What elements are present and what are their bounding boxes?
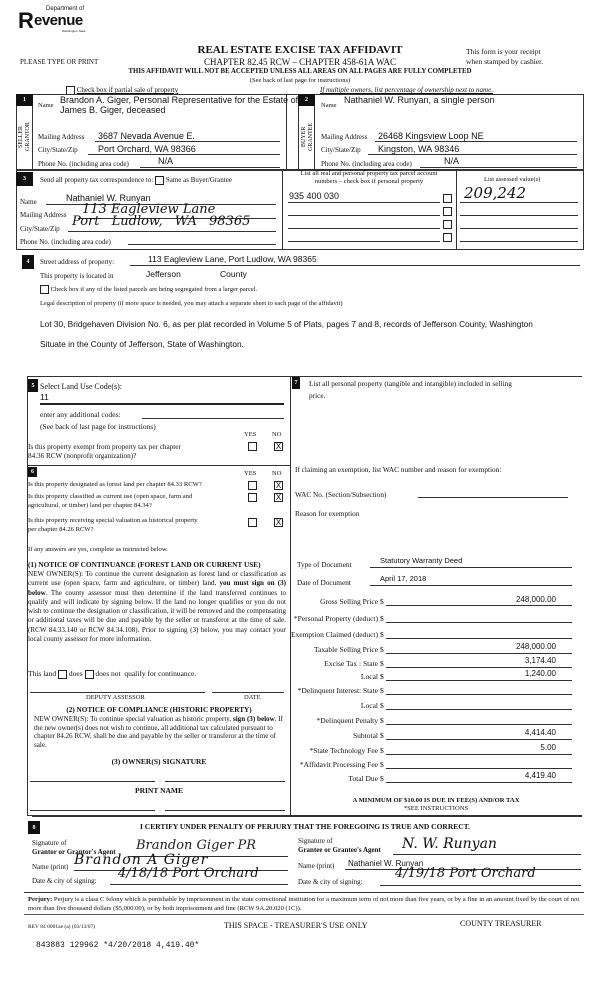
- acceptance-warning: THIS AFFIDAVIT WILL NOT BE ACCEPTED UNLESS ALL AREAS ON ALL PAGES ARE FULLY COMPLETED: [128, 68, 472, 75]
- assessed-line-1: [460, 202, 578, 203]
- forest-no-checkbox[interactable]: X: [275, 481, 282, 490]
- deputy-assessor-line: [30, 692, 205, 693]
- corr-city-line: [68, 231, 276, 232]
- section-5-yes-header: YES: [244, 431, 257, 438]
- section-1-number: 1: [16, 94, 33, 106]
- document-date-line: [370, 585, 572, 586]
- wac-number-label: WAC No. (Section/Subsection): [295, 490, 387, 499]
- dollar-sign: $: [380, 731, 384, 740]
- calc-line: [386, 739, 572, 740]
- form-title: REAL ESTATE EXCISE TAX AFFIDAVIT: [197, 44, 403, 56]
- see-instructions-note: *SEE INSTRUCTIONS: [403, 805, 469, 812]
- buyer-city-line: [368, 154, 577, 155]
- parcel-line-3: [288, 228, 440, 229]
- seller-label: SELLER: [18, 126, 24, 148]
- corr-city-value[interactable]: Port Ludlow, WA 98365: [72, 214, 251, 229]
- calc-line: [386, 622, 572, 623]
- perjury-certification: I CERTIFY UNDER PENALTY OF PERJURY THAT THE FOREGOING IS TRUE AND CORRECT.: [139, 822, 470, 831]
- footer-bottom-rule: [24, 914, 584, 915]
- section-8-top-border: [32, 816, 582, 817]
- dollar-sign: $: [380, 746, 384, 755]
- buyer-phone-value[interactable]: N/A: [444, 156, 460, 166]
- buyer-mailing-value[interactable]: 26468 Kingsview Loop NE: [378, 131, 484, 141]
- please-type: PLEASE TYPE OR PRINT: [20, 58, 99, 66]
- dollar-sign: $: [380, 659, 384, 668]
- land-use-line: [40, 403, 284, 405]
- grantor-date-city[interactable]: 4/18/18 Port Orchard: [118, 866, 259, 881]
- dor-logo: [18, 6, 88, 33]
- street-address-value[interactable]: 113 Eagleview Lane, Port Ludlow, WA 98365: [148, 254, 317, 264]
- owner-signature-line-1: [30, 781, 155, 782]
- buyer-sidebar: [298, 106, 315, 170]
- grantee-date-city-line: [380, 885, 581, 886]
- section-3-divider-1: [282, 170, 283, 250]
- corr-name-value[interactable]: Nathaniel W. Runyan: [66, 193, 151, 203]
- seller-mailing-label: Mailing Address: [38, 133, 85, 141]
- personal-property-label-1: List all personal property (tangible and intangible) included in selling: [309, 379, 512, 388]
- current-use-question-1: Is this property classified as current use (open space, farm and: [28, 493, 193, 500]
- forest-yes-checkbox[interactable]: [248, 481, 257, 490]
- exempt-question-2: 84.36 RCW (nonprofit organization)?: [28, 452, 137, 460]
- see-back-note: (See back of last page for instructions): [249, 77, 351, 84]
- assessed-header: List assessed value(s): [484, 176, 541, 183]
- dollar-sign: $: [380, 716, 384, 725]
- document-date-value[interactable]: April 17, 2018: [380, 574, 427, 583]
- total-due-value[interactable]: 4,419.40: [524, 771, 556, 780]
- parcel-line-2: [288, 215, 440, 216]
- calc-value[interactable]: 3,174.40: [524, 656, 556, 665]
- owner-signature-line-2: [165, 781, 285, 782]
- calc-line: [386, 653, 572, 654]
- buyer-mailing-label: Mailing Address: [321, 133, 368, 141]
- seller-mailing-line: [95, 141, 280, 142]
- seller-city-label: City/State/Zip: [38, 146, 78, 154]
- continuance-row: This land does does not qualify for continuance.: [28, 669, 197, 678]
- parcel-3-personal-checkbox[interactable]: [443, 220, 452, 229]
- calc-label: *Affidavit Processing Fee: [299, 760, 378, 769]
- seller-mailing-value[interactable]: 3687 Nevada Avenue E.: [98, 131, 195, 141]
- seller-phone-value[interactable]: N/A: [158, 156, 174, 166]
- section-5-7-divider: [290, 376, 291, 816]
- logo-sub: Washington State: [62, 29, 86, 33]
- grantee-print-name[interactable]: Nathaniel W. Runyan: [348, 859, 424, 868]
- street-address-label: Street address of property:: [40, 258, 115, 266]
- corr-city-label: City/State/Zip: [20, 225, 60, 233]
- assessed-line-4: [460, 241, 578, 242]
- send-correspondence-label: Send all property tax correspondence to: Same as Buyer/Grantee: [40, 176, 232, 185]
- current-use-question-2: agricultural, or timber) land per chapter 84.34?: [28, 502, 152, 509]
- document-date-label: Date of Document: [297, 578, 351, 587]
- grantor-signature-label-2: Grantor or Grantor's Agent: [32, 848, 116, 856]
- logo-top: Department of: [46, 6, 85, 12]
- print-name-line-2: [165, 810, 285, 811]
- calc-line: [386, 605, 572, 606]
- grantor-label: GRANTOR: [25, 122, 31, 152]
- buyer-city-value[interactable]: Kingston, WA 98346: [378, 144, 460, 154]
- dollar-sign: $: [380, 686, 384, 695]
- grantor-print-name-label: Name (print): [32, 863, 69, 871]
- buyer-name-label: Name: [321, 102, 337, 109]
- grantee-date-city[interactable]: 4/19/18 Port Orchard: [395, 866, 536, 881]
- grantee-label: GRANTEE: [308, 123, 314, 151]
- calc-line: [386, 709, 572, 710]
- buyer-city-label: City/State/Zip: [321, 146, 361, 154]
- same-as-buyer-checkbox[interactable]: [155, 176, 164, 185]
- parcel-4-personal-checkbox[interactable]: [443, 233, 452, 242]
- calc-line: [386, 782, 572, 783]
- form-subtitle: CHAPTER 82.45 RCW – CHAPTER 458-61A WAC: [204, 57, 396, 67]
- historic-no-checkbox[interactable]: X: [275, 518, 282, 527]
- legal-description-line-2[interactable]: Situate in the County of Jefferson, State of Washington.: [40, 339, 244, 349]
- section-3-number: 3: [16, 172, 33, 186]
- section-6-yes-header: YES: [244, 470, 257, 477]
- assessor-date-label: DATE: [244, 694, 261, 701]
- section-5-no-header: NO: [272, 431, 282, 438]
- multiple-owners-note: If multiple owners, list percentage of ownership next to name.: [320, 86, 493, 94]
- exemption-reason-label: Reason for exemption: [295, 509, 360, 518]
- buyer-phone-line: [420, 167, 577, 168]
- dollar-sign: $: [380, 701, 384, 710]
- seller-name-line-2[interactable]: James B. Giger, deceased: [60, 105, 166, 115]
- qualifies-does-checkbox[interactable]: [58, 670, 67, 679]
- located-in-label: This property is located in: [40, 272, 114, 280]
- exempt-question-1: Is this property exempt from property tax per chapter: [28, 443, 181, 451]
- perjury-notice: Perjury: Perjury is a class C felony which is punishable by imprisonment in the state correctional institution for a maximum term of not more than five years, or by a fine in an amount fixed by the court of not more than five thousand dollars ($5,000.00), or by both imprisonment and fine (RCW 9A.20.020 (1C)).: [28, 896, 580, 912]
- calc-line: [386, 724, 572, 725]
- document-type-value[interactable]: Statutory Warranty Deed: [380, 556, 463, 565]
- corr-name-label: Name: [20, 198, 37, 206]
- print-name-line-1: [30, 810, 155, 811]
- additional-codes-line: [142, 418, 284, 419]
- legal-description-line-1[interactable]: Lot 30, Bridgehaven Division No. 6, as per plat recorded in Volume 5 of Plats, pages 7 and 8, records of Jefferson County, Washington: [40, 319, 533, 329]
- notice-compliance-title: (2) NOTICE OF COMPLIANCE (HISTORIC PROPERTY): [66, 706, 252, 714]
- deputy-assessor-label: DEPUTY ASSESSOR: [86, 694, 145, 701]
- land-use-label: Select Land Use Code(s):: [40, 382, 122, 391]
- calc-label: Excise Tax : State: [324, 659, 378, 668]
- calc-line: [386, 768, 572, 769]
- dollar-sign: $: [380, 630, 384, 639]
- seller-name-label: Name: [38, 102, 54, 109]
- current-use-yes-checkbox[interactable]: [248, 493, 257, 502]
- parcel-2-personal-checkbox[interactable]: [443, 207, 452, 216]
- section-6-number: 6: [28, 467, 37, 477]
- grantor-date-city-label: Date & city of signing:: [32, 877, 97, 885]
- section-7-number: 7: [292, 377, 300, 389]
- county-value[interactable]: Jefferson: [146, 269, 181, 279]
- calc-label: *Personal Property (deduct): [293, 614, 378, 623]
- partial-sale-label: Check box if partial sale of property: [76, 86, 179, 95]
- calc-line: [386, 680, 572, 681]
- county-treasurer-label: COUNTY TREASURER: [460, 919, 542, 928]
- assessed-line-3: [460, 228, 578, 229]
- grantee-print-name-label: Name (print): [298, 862, 335, 870]
- exempt-no-checkbox[interactable]: X: [275, 442, 282, 451]
- parcel-line-4: [288, 241, 440, 242]
- historic-yes-checkbox[interactable]: [248, 518, 257, 527]
- historic-question-1: Is this property receiving special valuation as historical property: [28, 517, 198, 524]
- if-yes-instruction: If any answers are yes, complete as instructed below.: [28, 546, 168, 553]
- treasurer-stamp: 843883 129962 *4/20/2018 4,419.40*: [36, 941, 200, 950]
- calc-value[interactable]: 248,000.00: [515, 642, 556, 651]
- section-5-number: 5: [28, 379, 38, 392]
- historic-question-2: per chapter 84.26 RCW?: [28, 526, 94, 533]
- dollar-sign: $: [380, 645, 384, 654]
- calc-label: *Delinquent Interest: State: [297, 686, 378, 695]
- grantee-signature-label-2: Grantee or Grantee's Agent: [298, 846, 381, 854]
- assessed-value-1[interactable]: 209,242: [464, 184, 527, 202]
- qualifies-does-not-checkbox[interactable]: [85, 670, 94, 679]
- segregated-label: Check box if any of the listed parcels are being segregated from a larger parcel.: [50, 285, 258, 293]
- segregated-row: [40, 285, 257, 294]
- corr-phone-line: [128, 244, 276, 245]
- corr-mailing-value[interactable]: 113 Eagleview Lane: [82, 202, 216, 217]
- seller-sidebar: [16, 106, 33, 170]
- calc-label: *Delinquent Penalty: [316, 716, 378, 725]
- treasurer-use-only: THIS SPACE - TREASURER'S USE ONLY: [224, 921, 368, 930]
- calc-value[interactable]: 248,000.00: [515, 595, 556, 604]
- dollar-sign: $: [380, 774, 384, 783]
- document-type-label: Type of Document: [297, 560, 352, 569]
- dollar-sign: $: [380, 614, 384, 623]
- grantor-signature-label-1: Signature of: [32, 839, 67, 847]
- corr-phone-label: Phone No. (including area code): [20, 238, 111, 246]
- section-4-number: 4: [22, 255, 34, 269]
- section-3-divider-2: [456, 170, 457, 250]
- parcel-number-1[interactable]: 935 400 030: [289, 191, 340, 201]
- grantee-signature-label-1: Signature of: [298, 837, 333, 845]
- grantor-date-city-line: [110, 884, 288, 885]
- calc-label: Subtotal: [352, 731, 378, 740]
- calc-label: Local: [360, 701, 378, 710]
- seller-phone-label: Phone No. (including area code): [38, 160, 129, 168]
- current-use-no-checkbox[interactable]: X: [275, 493, 282, 502]
- parcel-line-1: [288, 202, 440, 203]
- calc-label: *State Technology Fee: [309, 746, 378, 755]
- exemption-instruction: If claiming an exemption, list WAC number and reason for exemption:: [295, 465, 502, 474]
- footer-top-rule: [24, 892, 584, 893]
- dollar-sign: $: [380, 760, 384, 769]
- seller-name-line-1[interactable]: Brandon A. Giger, Personal Representative for the Estate of: [60, 95, 299, 105]
- grantee-date-city-label: Date & city of signing:: [298, 878, 363, 886]
- notice-continuance-title: (1) NOTICE OF CONTINUANCE (FOREST LAND OR CURRENT USE): [28, 560, 261, 569]
- calc-line: [386, 667, 572, 668]
- print-name-label: PRINT NAME: [135, 786, 183, 795]
- calc-line: [386, 754, 572, 755]
- seller-city-value[interactable]: Port Orchard, WA 98366: [98, 144, 196, 154]
- section-2-number: 2: [298, 94, 315, 106]
- section-5-see-back: (See back of last page for instructions): [40, 422, 156, 431]
- corr-mailing-label: Mailing Address: [20, 211, 67, 219]
- calc-value[interactable]: 5.00: [540, 743, 556, 752]
- calc-value[interactable]: 4,414.40: [524, 728, 556, 737]
- logo-r: R: [18, 8, 34, 33]
- notice-continuance-text: NEW OWNER(S): To continue the current designation as forest land or classification as current use (open space, farm and agriculture, or timber) land, you must sign on (3) below. The county assessor must then determine if the land transferred continues to qualify and will indicate by signing below. If the land no longer qualifies or you do not wish to continue the designation or classification, it will be removed and the compensating or additional taxes will be due and payable by the seller or transferor at the time of sale. (RCW 84.33.140 or RCW 84.34.108). Prior to signing (3) below, you may contact your local county assessor for more information.: [28, 570, 286, 644]
- assessor-date-line: [212, 692, 284, 693]
- land-use-code-value[interactable]: 11: [40, 392, 49, 402]
- legal-description-label: Legal description of property (if more space is needed, you may attach a separate sheet to each page of the affidavit): [40, 300, 343, 307]
- personal-property-label-2: price.: [309, 391, 326, 400]
- dollar-sign: $: [380, 597, 384, 606]
- buyer-name-value[interactable]: Nathaniel W. Runyan, a single person: [344, 95, 495, 105]
- minimum-due-note: A MINIMUM OF $10.00 IS DUE IN FEE(S) AND/OR TAX: [352, 797, 520, 804]
- assessed-line-2: [460, 215, 578, 216]
- form-revision: REV 84 0001ae (a) (03/13/07): [28, 924, 96, 930]
- calc-label: Taxable Selling Price: [313, 645, 378, 654]
- parcel-1-personal-checkbox[interactable]: [443, 194, 452, 203]
- parcel-header: List all real and personal property tax parcel account numbers – check box if personal property: [300, 170, 438, 185]
- calc-value[interactable]: 1,240.00: [524, 669, 556, 678]
- receipt-note-1: This form is your receipt: [466, 47, 541, 56]
- segregated-checkbox[interactable]: [40, 285, 49, 294]
- grantee-signature-line: [393, 854, 581, 855]
- street-address-line: [130, 265, 580, 266]
- document-type-line: [370, 567, 572, 568]
- section-6-no-header: NO: [272, 470, 282, 477]
- notice-compliance-text: NEW OWNER(S): To continue special valuation as historic property, sign (3) below. If the new owner(s) does not wish to continue, all additional tax calculated pursuant to chapter 84.26 RCW, shall be due and payable by the seller or transferor at the time of sale.: [34, 715, 284, 749]
- dollar-sign: $: [380, 672, 384, 681]
- grantor-print-name[interactable]: Brandon A Giger: [74, 852, 209, 868]
- calc-label: Local: [360, 672, 378, 681]
- grantor-signature[interactable]: Brandon Giger PR: [136, 838, 256, 853]
- calc-label: Total Due: [348, 774, 378, 783]
- grantee-signature[interactable]: N. W. Runyan: [402, 836, 497, 852]
- buyer-label: BUYER: [301, 126, 307, 148]
- section-6-top-border: [27, 465, 290, 466]
- calc-label: Exemption Claimed (deduct): [290, 630, 378, 639]
- section-divider: [286, 94, 287, 170]
- county-label: County: [220, 269, 247, 279]
- seller-city-line: [88, 154, 280, 155]
- owner-signature-title: (3) OWNER(S) SIGNATURE: [111, 757, 207, 766]
- receipt-note-2: when stamped by cashier.: [466, 57, 544, 66]
- logo-main: evenue: [34, 12, 83, 29]
- buyer-phone-label: Phone No. (including area code): [321, 160, 412, 168]
- buyer-mailing-line: [375, 141, 577, 142]
- additional-codes-label: enter any additional codes:: [40, 410, 121, 419]
- calc-line: [386, 694, 572, 695]
- calc-label: Gross Selling Price: [320, 597, 378, 606]
- seller-phone-line: [140, 167, 280, 168]
- section-8-number: 8: [28, 821, 40, 834]
- forest-land-question: Is this property designated as forest land per chapter 84.33 RCW?: [28, 481, 202, 488]
- exempt-yes-checkbox[interactable]: [248, 442, 257, 451]
- wac-number-line: [418, 497, 568, 498]
- calc-line: [386, 638, 572, 639]
